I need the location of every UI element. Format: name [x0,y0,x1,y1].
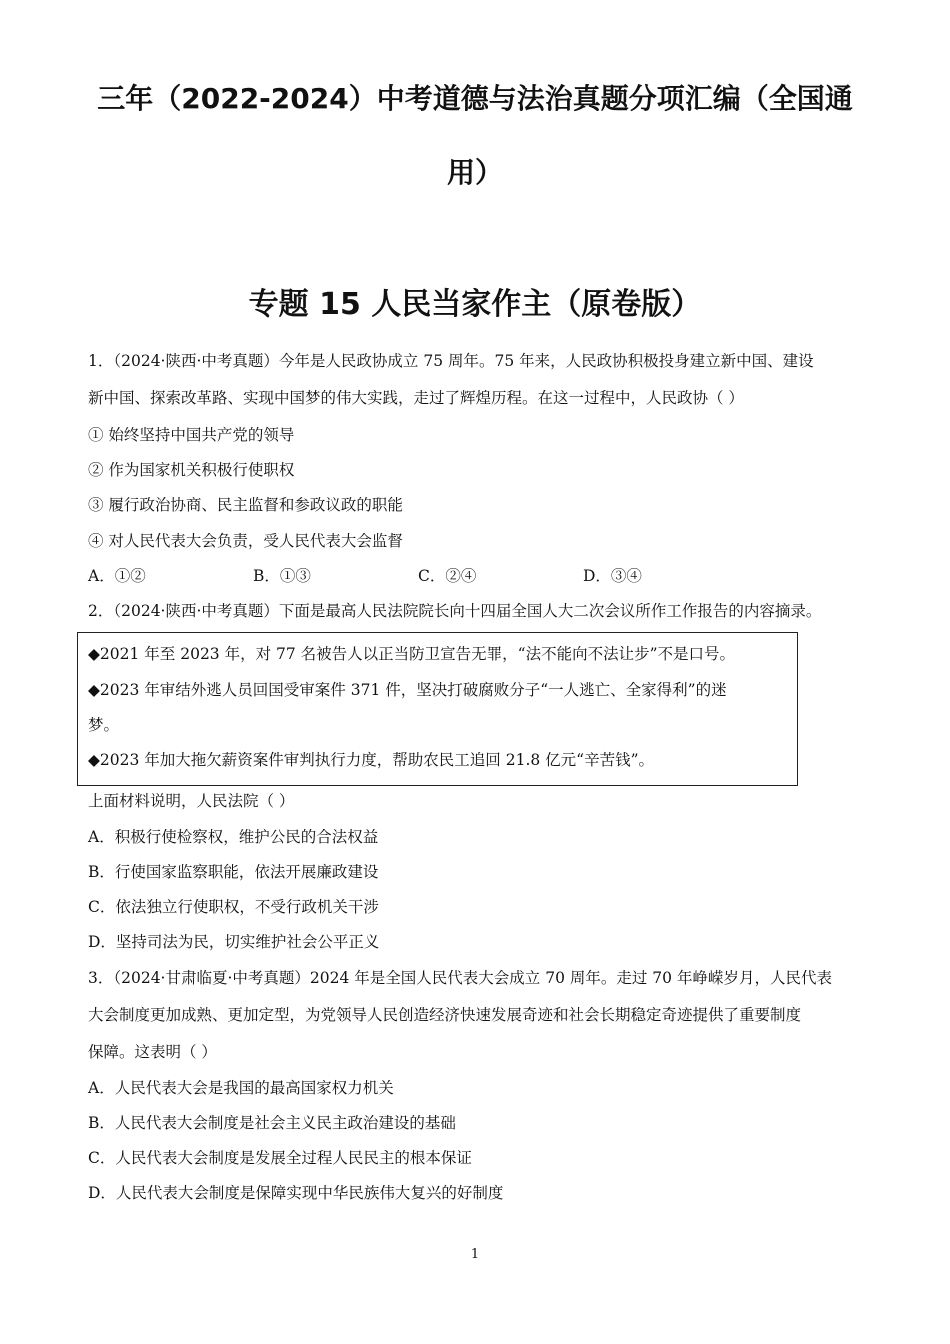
q3-stem-line-2: 大会制度更加成熟、更加定型，为党领导人民创造经济快速发展奇迹和社会长期稳定奇迹提供了重要制度 [88,1006,802,1024]
document-title-line-1: 三年（2022-2024）中考道德与法治真题分项汇编（全国通 [97,82,853,115]
q2-material-line-4: ◆2023 年加大拖欠薪资案件审判执行力度，帮助农民工追回 21.8 亿元“辛苦钱”。 [88,751,655,769]
q2-material-line-2: ◆2023 年审结外逃人员回国受审案件 371 件，坚决打破腐败分子“一人逃亡、全家得利”的迷 [88,681,727,699]
q1-stem-line-1: 1．（2024·陕西·中考真题）今年是人民政协成立 75 周年。75 年来，人民政协积极投身建立新中国、建设 [88,352,814,370]
q1-item-3: ③ 履行政治协商、民主监督和参政议政的职能 [88,496,403,514]
q3-stem-line-1: 3．（2024·甘肃临夏·中考真题）2024 年是全国人民代表大会成立 70 周年。走过 70 年峥嵘岁月，人民代表 [88,969,832,987]
q2-option-d: D．坚持司法为民，切实维护社会公平正义 [88,933,380,951]
q3-option-c: C．人民代表大会制度是发展全过程人民民主的根本保证 [88,1149,472,1167]
q2-question: 上面材料说明，人民法院（ ） [88,792,295,810]
section-heading: 专题 15 人民当家作主（原卷版） [248,287,702,322]
q1-item-4: ④ 对人民代表大会负责，受人民代表大会监督 [88,532,403,550]
q2-material-line-3: 梦。 [88,716,120,734]
q2-stem: 2．（2024·陕西·中考真题）下面是最高人民法院院长向十四届全国人大二次会议所作工作报告的内容摘录。 [88,602,822,620]
q1-stem-line-2: 新中国、探索改革路、实现中国梦的伟大实践，走过了辉煌历程。在这一过程中，人民政协（ ） [88,389,744,407]
q3-option-a: A．人民代表大会是我国的最高国家权力机关 [88,1079,394,1097]
q1-option-d: D．③④ [583,567,642,585]
q2-option-a: A．积极行使检察权，维护公民的合法权益 [88,828,379,846]
q1-option-a: A．①② [88,567,146,585]
q1-option-c: C．②④ [418,567,477,585]
q2-material-box [77,632,798,786]
q2-option-b: B．行使国家监察职能，依法开展廉政建设 [88,863,379,881]
q1-item-1: ① 始终坚持中国共产党的领导 [88,426,295,444]
q1-option-b: B．①③ [253,567,311,585]
q2-material-line-1: ◆2021 年至 2023 年，对 77 名被告人以正当防卫宣告无罪，“法不能向不法让步”不是口号。 [88,645,736,663]
q3-option-b: B．人民代表大会制度是社会主义民主政治建设的基础 [88,1114,456,1132]
q2-option-c: C．依法独立行使职权，不受行政机关干涉 [88,898,379,916]
q3-stem-line-3: 保障。这表明（ ） [88,1043,217,1061]
page-number: 1 [470,1247,480,1262]
q1-item-2: ② 作为国家机关积极行使职权 [88,461,295,479]
document-title-line-2: 用） [446,156,503,189]
q3-option-d: D．人民代表大会制度是保障实现中华民族伟大复兴的好制度 [88,1184,504,1202]
